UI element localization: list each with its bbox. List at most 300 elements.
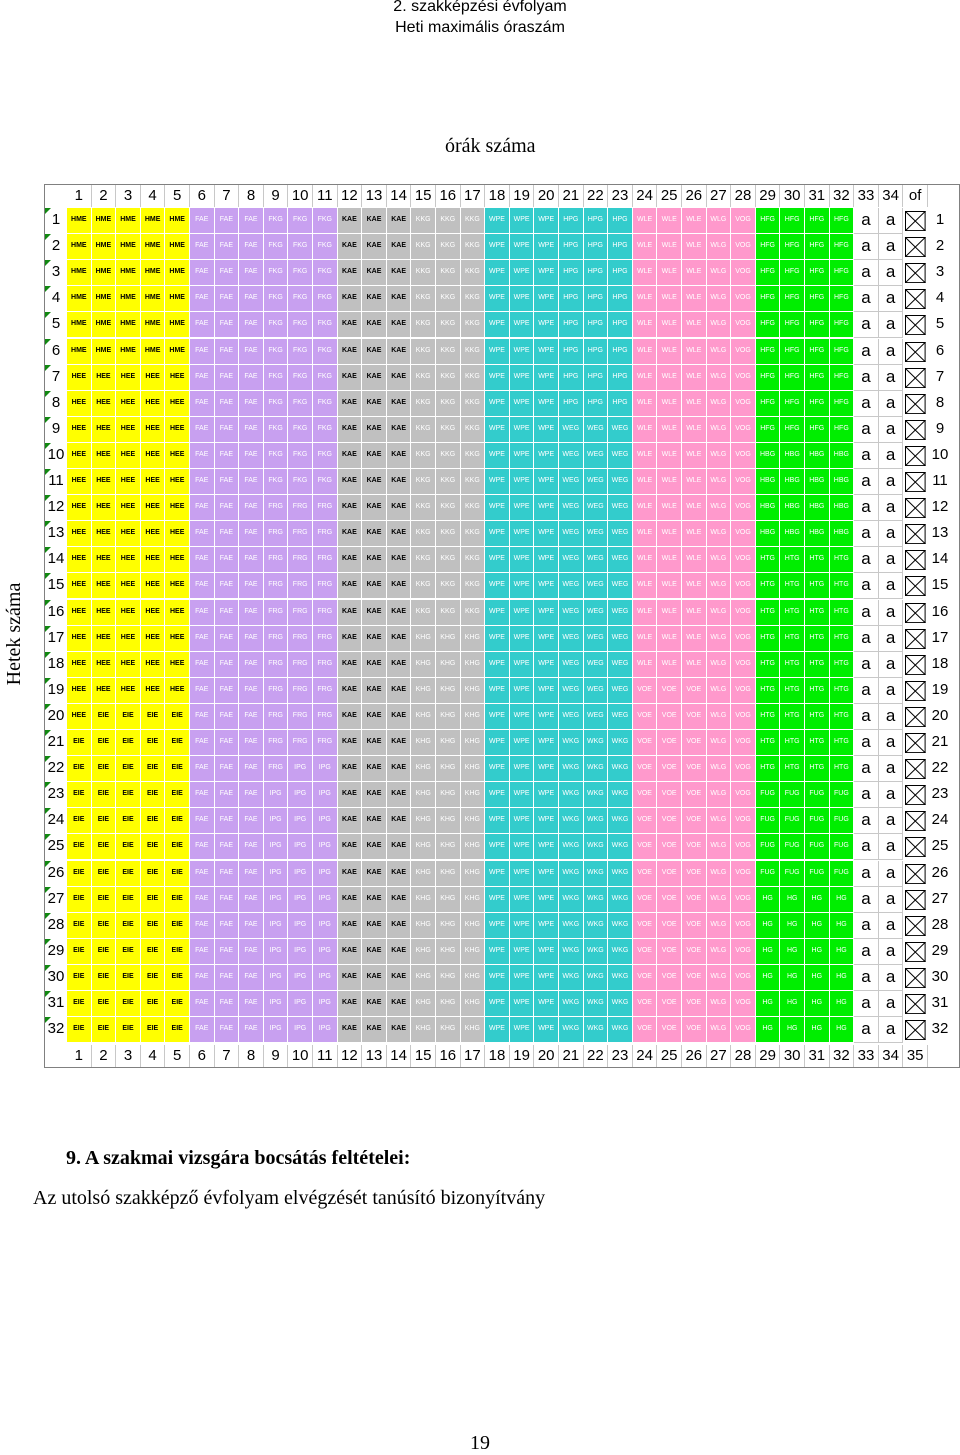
schedule-cell: EIE	[116, 834, 141, 860]
schedule-cell: HEE	[165, 495, 190, 521]
schedule-cell: WEG	[559, 469, 584, 495]
schedule-cell: VOG	[731, 365, 756, 391]
schedule-cell: FAE	[239, 730, 264, 756]
schedule-cell: FAE	[190, 208, 215, 234]
schedule-cell: VOG	[731, 939, 756, 965]
schedule-cell: KAE	[362, 234, 387, 260]
schedule-cell: FKG	[313, 208, 338, 234]
schedule-cell: HEE	[116, 443, 141, 469]
free-hour-cell: a	[854, 730, 879, 756]
schedule-cell: WPE	[534, 991, 559, 1017]
schedule-cell: HEE	[116, 495, 141, 521]
schedule-cell: WPE	[485, 365, 510, 391]
column-footer: 25	[657, 1045, 682, 1067]
week-number: 20	[45, 704, 67, 730]
schedule-cell: HBG	[756, 443, 781, 469]
week-number-right: 3	[935, 263, 945, 281]
schedule-cell: HG	[830, 1017, 855, 1043]
column-header: 8	[239, 185, 264, 207]
schedule-cell: KAE	[338, 991, 363, 1017]
free-hour-cell: a	[854, 1017, 879, 1043]
schedule-cell: WLG	[707, 834, 732, 860]
schedule-cell: FKG	[313, 417, 338, 443]
schedule-cell: WLG	[707, 678, 732, 704]
schedule-cell: KAE	[387, 260, 412, 286]
schedule-cell: WPE	[510, 913, 535, 939]
schedule-cell: FAE	[239, 365, 264, 391]
schedule-cell: KAE	[387, 339, 412, 365]
free-hour-cell: a	[854, 547, 879, 573]
schedule-cell: VOE	[682, 834, 707, 860]
schedule-cell: KAE	[387, 965, 412, 991]
schedule-cell: WLE	[657, 547, 682, 573]
column-header: 22	[584, 185, 609, 207]
free-hour-cell: a	[879, 286, 904, 312]
schedule-cell: KHG	[461, 704, 486, 730]
schedule-cell: HEE	[67, 704, 92, 730]
schedule-cell: FAE	[190, 339, 215, 365]
schedule-cell: WEG	[584, 704, 609, 730]
schedule-cell: KHG	[436, 834, 461, 860]
schedule-cell: HFG	[756, 365, 781, 391]
schedule-cell: KKG	[436, 208, 461, 234]
week-number: 16	[45, 600, 67, 626]
schedule-cell: HME	[165, 260, 190, 286]
week-number-right: 16	[931, 602, 949, 620]
schedule-cell: VOE	[657, 704, 682, 730]
schedule-cell: KHG	[436, 704, 461, 730]
week-number: 2	[45, 234, 67, 260]
schedule-cell: WLE	[682, 260, 707, 286]
schedule-cell: WEG	[584, 626, 609, 652]
schedule-cell: HFG	[780, 286, 805, 312]
schedule-cell: FRG	[313, 495, 338, 521]
crossed-cell-icon	[905, 576, 926, 596]
schedule-cell: EIE	[67, 782, 92, 808]
schedule-cell: VOG	[731, 208, 756, 234]
schedule-cell: VOE	[682, 782, 707, 808]
week-number: 17	[45, 626, 67, 652]
column-header: 26	[682, 185, 707, 207]
schedule-cell: FKG	[264, 391, 289, 417]
schedule-cell: KHG	[461, 861, 486, 887]
schedule-cell: HTG	[830, 678, 855, 704]
schedule-cell: HEE	[116, 521, 141, 547]
schedule-cell: WPE	[485, 730, 510, 756]
schedule-cell: WEG	[608, 547, 633, 573]
schedule-cell: KAE	[362, 678, 387, 704]
schedule-cell: HPG	[584, 339, 609, 365]
schedule-cell: HME	[92, 312, 117, 338]
schedule-cell: KAE	[362, 469, 387, 495]
schedule-cell: WEG	[608, 600, 633, 626]
schedule-cell: WLG	[707, 260, 732, 286]
schedule-cell: WKG	[608, 782, 633, 808]
schedule-cell: EIE	[67, 991, 92, 1017]
free-hour-cell: a	[879, 678, 904, 704]
schedule-cell: FAE	[239, 573, 264, 599]
schedule-cell: KHG	[436, 756, 461, 782]
free-hour-cell: a	[854, 808, 879, 834]
schedule-cell: HTG	[805, 704, 830, 730]
column-header: 11	[313, 185, 338, 207]
week-number: 7	[45, 365, 67, 391]
column-header: 4	[141, 185, 166, 207]
schedule-cell: KKG	[411, 312, 436, 338]
schedule-cell: KAE	[387, 834, 412, 860]
schedule-cell: WKG	[584, 730, 609, 756]
schedule-cell: FAE	[190, 443, 215, 469]
schedule-cell: WLE	[682, 365, 707, 391]
schedule-cell: WPE	[485, 286, 510, 312]
column-header: 14	[387, 185, 412, 207]
schedule-cell: VOE	[657, 808, 682, 834]
schedule-cell: HTG	[805, 626, 830, 652]
schedule-cell: HTG	[805, 573, 830, 599]
schedule-cell: KAE	[362, 365, 387, 391]
schedule-cell: KKG	[461, 312, 486, 338]
schedule-cell: EIE	[165, 730, 190, 756]
schedule-cell: HPG	[608, 339, 633, 365]
schedule-cell: KAE	[338, 678, 363, 704]
schedule-cell: VOG	[731, 861, 756, 887]
schedule-cell: WKG	[584, 991, 609, 1017]
header-line-1: 2. szakképzési évfolyam	[393, 0, 567, 15]
week-number-right: 19	[931, 680, 949, 698]
schedule-cell: VOG	[731, 678, 756, 704]
schedule-cell: HPG	[608, 391, 633, 417]
schedule-cell: EIE	[141, 756, 166, 782]
schedule-cell: HEE	[92, 443, 117, 469]
schedule-cell: WPE	[510, 808, 535, 834]
schedule-cell: FUG	[756, 834, 781, 860]
schedule-cell: EIE	[116, 991, 141, 1017]
schedule-cell: HFG	[756, 391, 781, 417]
schedule-cell: FRG	[288, 678, 313, 704]
crossed-cell-icon	[905, 681, 926, 701]
column-footer: 8	[239, 1045, 264, 1067]
schedule-cell: KAE	[362, 547, 387, 573]
schedule-cell: WKG	[559, 965, 584, 991]
schedule-cell: VOG	[731, 600, 756, 626]
schedule-cell: WEG	[559, 704, 584, 730]
schedule-cell: KHG	[436, 965, 461, 991]
schedule-cell: KAE	[338, 208, 363, 234]
schedule-cell: KHG	[436, 678, 461, 704]
schedule-cell: VOG	[731, 626, 756, 652]
schedule-cell: FAE	[190, 260, 215, 286]
schedule-cell: EIE	[116, 861, 141, 887]
schedule-cell: WLE	[633, 443, 658, 469]
schedule-cell: HPG	[608, 260, 633, 286]
crossed-cell-icon	[905, 394, 926, 414]
week-number-right: 10	[931, 445, 949, 463]
schedule-cell: HEE	[165, 443, 190, 469]
schedule-cell: KAE	[338, 834, 363, 860]
week-number: 6	[45, 339, 67, 365]
schedule-cell: HEE	[92, 652, 117, 678]
schedule-cell: KKG	[436, 600, 461, 626]
schedule-cell: WLE	[633, 391, 658, 417]
schedule-cell: KAE	[362, 260, 387, 286]
schedule-cell: IPG	[313, 834, 338, 860]
crossed-cell-icon	[905, 289, 926, 309]
schedule-cell: WPE	[510, 730, 535, 756]
schedule-cell: WPE	[510, 547, 535, 573]
schedule-cell: HTG	[805, 652, 830, 678]
schedule-cell: KHG	[436, 861, 461, 887]
schedule-cell: EIE	[165, 861, 190, 887]
schedule-cell: KAE	[387, 365, 412, 391]
schedule-cell: FRG	[264, 730, 289, 756]
schedule-cell: WLG	[707, 547, 732, 573]
schedule-cell: WPE	[534, 887, 559, 913]
schedule-cell: VOG	[731, 887, 756, 913]
schedule-cell: HME	[92, 234, 117, 260]
schedule-cell: WLG	[707, 965, 732, 991]
schedule-cell: WPE	[485, 626, 510, 652]
schedule-cell: FAE	[190, 626, 215, 652]
free-hour-cell: a	[879, 573, 904, 599]
schedule-cell: FAE	[239, 808, 264, 834]
schedule-cell: FAE	[239, 991, 264, 1017]
schedule-cell: WLG	[707, 495, 732, 521]
column-header: 30	[780, 185, 805, 207]
crossed-cell-icon	[905, 785, 926, 805]
schedule-cell: WKG	[608, 730, 633, 756]
schedule-cell: HEE	[141, 495, 166, 521]
schedule-cell: HTG	[780, 652, 805, 678]
schedule-cell: EIE	[116, 782, 141, 808]
schedule-cell: FKG	[288, 286, 313, 312]
schedule-cell: HFG	[830, 312, 855, 338]
schedule-cell: WLE	[657, 417, 682, 443]
schedule-cell: WKG	[584, 939, 609, 965]
schedule-cell: IPG	[313, 965, 338, 991]
schedule-cell: WLE	[657, 339, 682, 365]
schedule-cell: WKG	[559, 861, 584, 887]
schedule-cell: FRG	[288, 730, 313, 756]
schedule-cell: HFG	[756, 339, 781, 365]
schedule-cell: FKG	[288, 234, 313, 260]
free-hour-cell: a	[879, 521, 904, 547]
week-number-right: 22	[931, 759, 949, 777]
schedule-cell: WEG	[584, 652, 609, 678]
schedule-cell: HFG	[805, 208, 830, 234]
schedule-cell: KKG	[436, 469, 461, 495]
schedule-cell: FAE	[215, 391, 240, 417]
free-hour-cell: a	[879, 391, 904, 417]
schedule-cell: FAE	[215, 234, 240, 260]
schedule-cell: HEE	[116, 391, 141, 417]
column-footer: 5	[165, 1045, 190, 1067]
schedule-cell: KAE	[338, 339, 363, 365]
schedule-cell: HG	[756, 913, 781, 939]
schedule-cell: FAE	[239, 417, 264, 443]
column-footer: 14	[387, 1045, 412, 1067]
schedule-cell: FUG	[780, 782, 805, 808]
schedule-cell: FAE	[215, 991, 240, 1017]
schedule-cell: HME	[116, 312, 141, 338]
schedule-cell: EIE	[116, 808, 141, 834]
schedule-cell: VOG	[731, 286, 756, 312]
schedule-cell: KKG	[436, 312, 461, 338]
schedule-cell: FAE	[215, 887, 240, 913]
schedule-cell: VOG	[731, 756, 756, 782]
schedule-cell: VOE	[657, 834, 682, 860]
schedule-cell: FRG	[288, 573, 313, 599]
schedule-cell: KHG	[436, 991, 461, 1017]
schedule-cell: WPE	[534, 834, 559, 860]
schedule-cell: FKG	[264, 365, 289, 391]
schedule-cell: FKG	[264, 443, 289, 469]
schedule-cell: WLE	[682, 417, 707, 443]
schedule-cell: KAE	[338, 521, 363, 547]
schedule-cell: HEE	[165, 600, 190, 626]
schedule-cell: WLE	[657, 469, 682, 495]
schedule-cell: HPG	[584, 365, 609, 391]
schedule-cell: KKG	[411, 286, 436, 312]
schedule-cell: HFG	[756, 312, 781, 338]
schedule-cell: KAE	[362, 887, 387, 913]
schedule-cell: VOE	[633, 756, 658, 782]
schedule-cell: KAE	[338, 469, 363, 495]
schedule-cell: EIE	[141, 808, 166, 834]
schedule-cell: EIE	[141, 913, 166, 939]
schedule-cell: FAE	[190, 808, 215, 834]
schedule-cell: WKG	[584, 834, 609, 860]
schedule-cell: HPG	[608, 365, 633, 391]
free-hour-cell: a	[879, 469, 904, 495]
schedule-cell: KAE	[338, 1017, 363, 1043]
schedule-cell: KAE	[338, 260, 363, 286]
schedule-cell: WEG	[608, 469, 633, 495]
schedule-cell: IPG	[264, 965, 289, 991]
schedule-cell: HFG	[805, 260, 830, 286]
schedule-cell: EIE	[141, 1017, 166, 1043]
column-header: 32	[830, 185, 855, 207]
schedule-cell: WLE	[682, 391, 707, 417]
schedule-cell: FRG	[313, 704, 338, 730]
schedule-cell: IPG	[264, 939, 289, 965]
schedule-cell: HEE	[92, 600, 117, 626]
schedule-cell: KKG	[461, 286, 486, 312]
column-footer: 29	[756, 1045, 781, 1067]
schedule-cell: KAE	[387, 1017, 412, 1043]
schedule-cell: EIE	[92, 861, 117, 887]
schedule-cell: HG	[780, 913, 805, 939]
schedule-cell: KAE	[387, 652, 412, 678]
schedule-cell: FAE	[239, 339, 264, 365]
week-number: 25	[45, 834, 67, 860]
schedule-cell: KAE	[387, 939, 412, 965]
schedule-cell: EIE	[165, 756, 190, 782]
schedule-cell: WPE	[485, 756, 510, 782]
schedule-cell: HEE	[116, 547, 141, 573]
schedule-cell: EIE	[92, 965, 117, 991]
schedule-cell: HG	[756, 965, 781, 991]
schedule-cell: FKG	[264, 339, 289, 365]
schedule-cell: WPE	[534, 573, 559, 599]
row-axis-title: Hetek száma	[3, 582, 25, 686]
schedule-cell: KAE	[387, 495, 412, 521]
schedule-cell: WLG	[707, 626, 732, 652]
schedule-cell: KAE	[387, 312, 412, 338]
schedule-cell: EIE	[165, 808, 190, 834]
schedule-cell: KKG	[461, 339, 486, 365]
free-hour-cell: a	[879, 600, 904, 626]
schedule-cell: VOG	[731, 704, 756, 730]
schedule-cell: HFG	[756, 417, 781, 443]
schedule-cell: KAE	[338, 417, 363, 443]
schedule-cell: FUG	[805, 861, 830, 887]
schedule-cell: KHG	[411, 1017, 436, 1043]
crossed-cell-icon	[905, 994, 926, 1014]
schedule-cell: HPG	[584, 234, 609, 260]
schedule-cell: HME	[92, 260, 117, 286]
schedule-cell: FAE	[215, 965, 240, 991]
schedule-cell: HEE	[116, 573, 141, 599]
schedule-cell: WPE	[510, 756, 535, 782]
schedule-cell: EIE	[67, 861, 92, 887]
crossed-cell-icon	[905, 368, 926, 388]
column-header: 29	[756, 185, 781, 207]
schedule-cell: KKG	[436, 417, 461, 443]
schedule-cell: FAE	[215, 339, 240, 365]
schedule-cell: HTG	[830, 730, 855, 756]
schedule-cell: KAE	[387, 782, 412, 808]
schedule-cell: HME	[116, 339, 141, 365]
schedule-cell: VOE	[633, 808, 658, 834]
schedule-cell: FAE	[239, 521, 264, 547]
schedule-cell: WLE	[682, 573, 707, 599]
schedule-cell: FAE	[190, 573, 215, 599]
schedule-cell: KAE	[387, 600, 412, 626]
schedule-cell: FKG	[288, 443, 313, 469]
schedule-cell: VOG	[731, 913, 756, 939]
schedule-cell: IPG	[313, 861, 338, 887]
schedule-cell: WLE	[633, 573, 658, 599]
schedule-cell: HTG	[780, 600, 805, 626]
schedule-cell: EIE	[165, 991, 190, 1017]
schedule-cell: WEG	[608, 652, 633, 678]
week-number-right: 18	[931, 654, 949, 672]
crossed-cell-icon	[905, 420, 926, 440]
column-footer: 24	[633, 1045, 658, 1067]
week-number-right: 9	[935, 419, 945, 437]
schedule-cell: EIE	[67, 1017, 92, 1043]
column-footer: 2	[92, 1045, 117, 1067]
schedule-cell: KAE	[338, 782, 363, 808]
column-header: 5	[165, 185, 190, 207]
schedule-cell: WLE	[682, 626, 707, 652]
schedule-cell: FAE	[215, 443, 240, 469]
free-hour-cell: a	[879, 652, 904, 678]
column-header: 9	[264, 185, 289, 207]
column-footer: 21	[559, 1045, 584, 1067]
schedule-cell: FRG	[288, 652, 313, 678]
schedule-cell: HG	[830, 965, 855, 991]
schedule-cell: WKG	[608, 756, 633, 782]
week-number-right: 29	[931, 941, 949, 959]
schedule-cell: KAE	[362, 808, 387, 834]
week-number-right: 21	[931, 733, 949, 750]
schedule-cell: HFG	[830, 391, 855, 417]
free-hour-cell: a	[854, 652, 879, 678]
schedule-cell: KKG	[436, 286, 461, 312]
week-number: 32	[45, 1017, 67, 1043]
schedule-cell: IPG	[264, 887, 289, 913]
